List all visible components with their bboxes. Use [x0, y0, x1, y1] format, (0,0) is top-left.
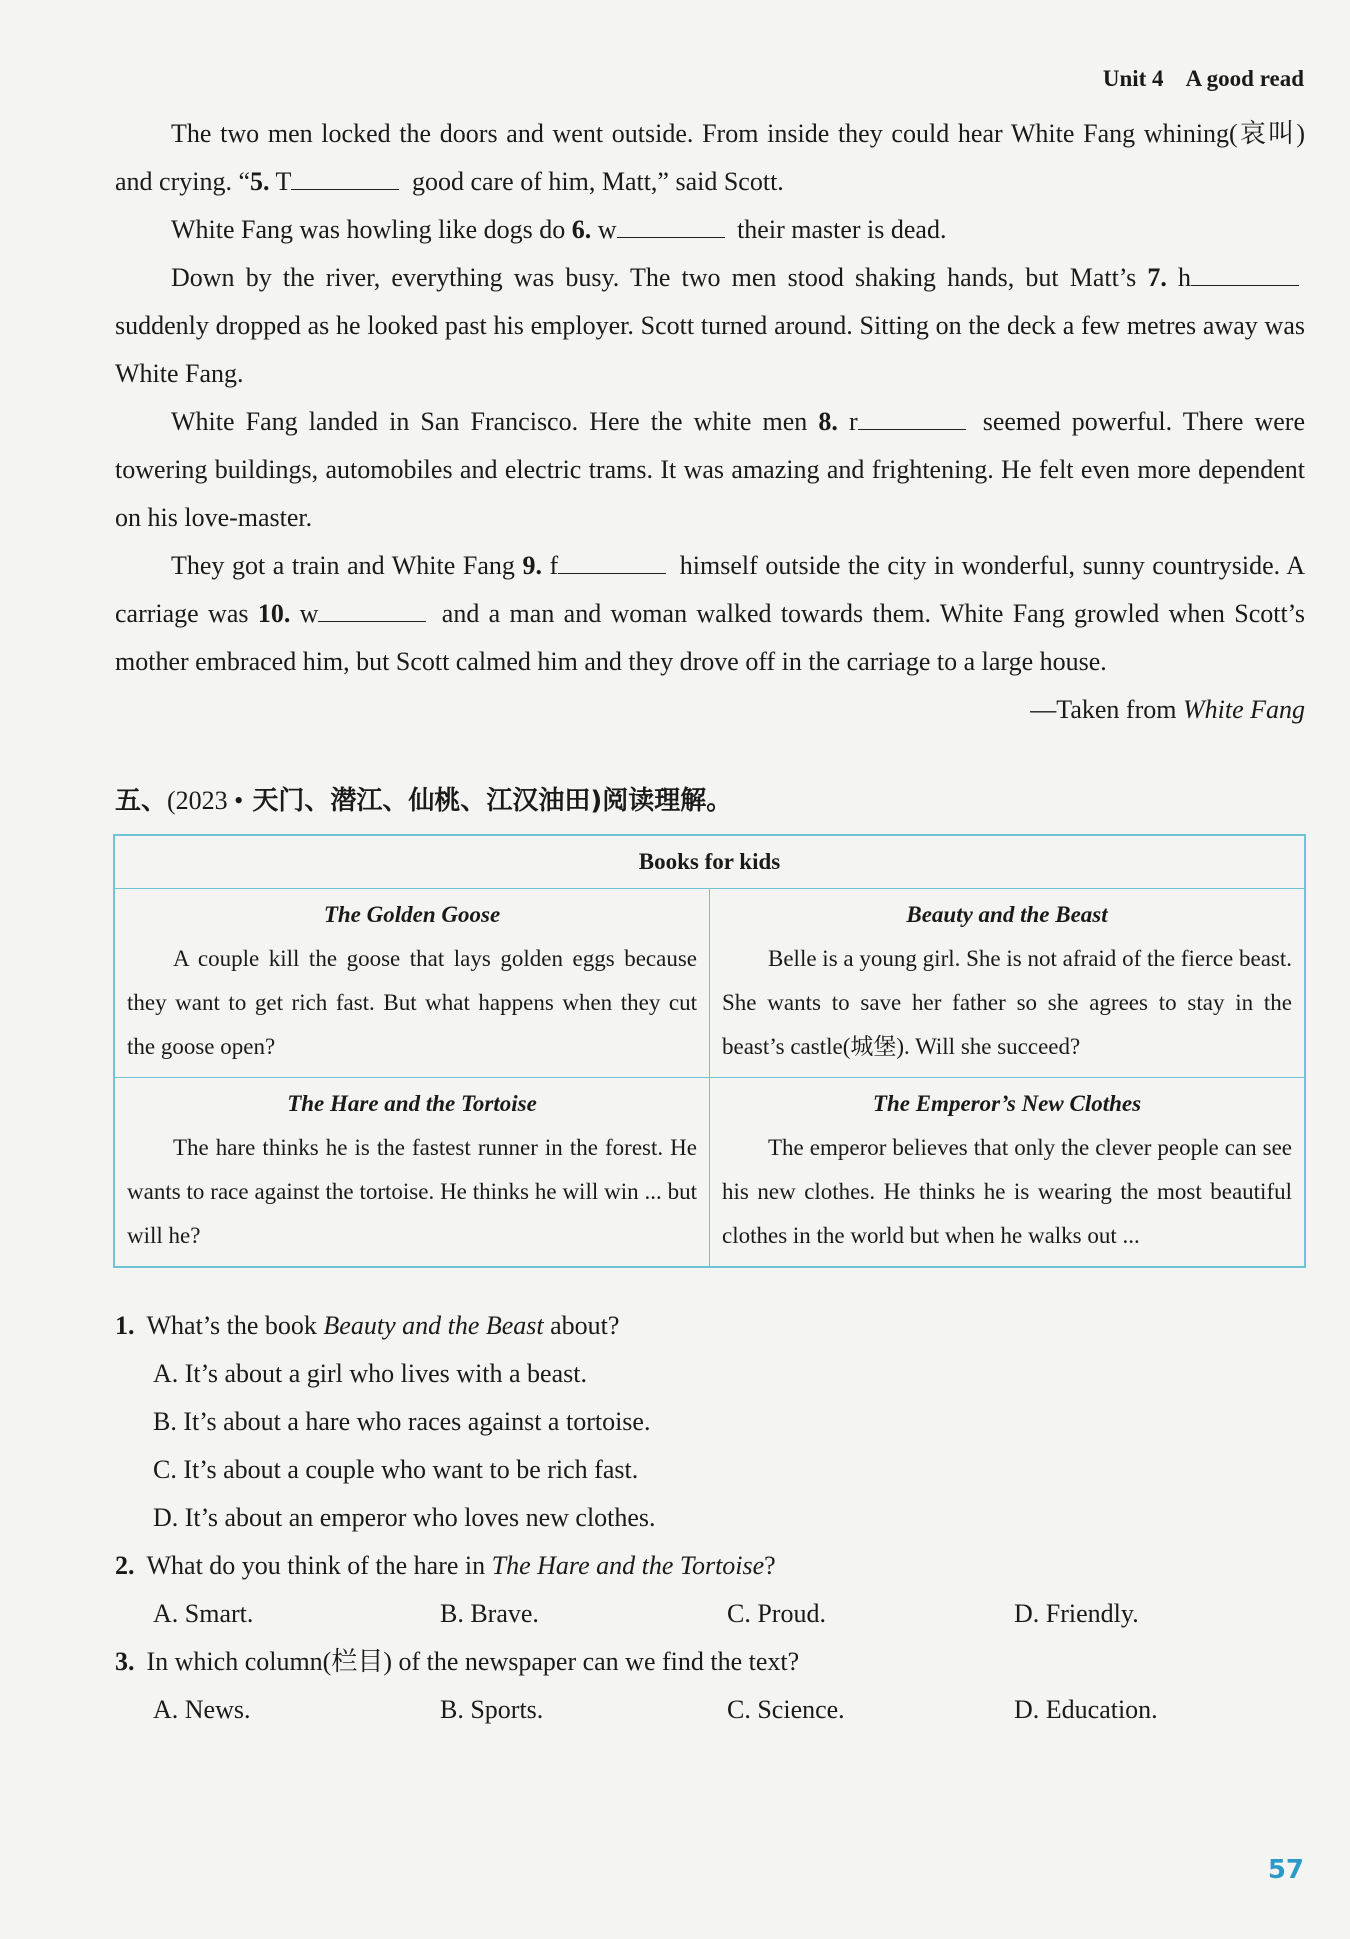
blank-number: 5.	[250, 167, 270, 196]
question: 3. In which column(栏目) of the newspaper can we find the text?	[115, 1647, 800, 1676]
book-title: Beauty and the Beast	[906, 902, 1108, 927]
answer-option[interactable]: D. Education.	[1014, 1695, 1158, 1724]
book-cell	[114, 889, 710, 1078]
source-line: —Taken from White Fang	[1030, 695, 1305, 724]
answer-option[interactable]: A. It’s about a girl who lives with a beast.	[153, 1359, 587, 1388]
answer-option[interactable]: C. Science.	[727, 1695, 845, 1724]
answer-blank[interactable]	[617, 213, 725, 238]
blank-number: 8.	[818, 407, 838, 436]
running-header	[1103, 66, 1304, 92]
paragraph: They got a train and White Fang 9. f himself outside the city in wonderful, sunny countryside. A carriage was 10. w and a man and woman walked towards them. White Fang growled when Scott’s mother embraced him, but Scott calmed him and they drove off in the carriage to a large house.	[115, 551, 1306, 676]
book-title: The Emperor’s New Clothes	[872, 1091, 1142, 1116]
answer-option[interactable]: B. Sports.	[440, 1695, 544, 1724]
book-description: Belle is a young girl. She is not afraid of the fierce beast. She wants to save her father so she agrees to stay in the beast’s castle(城堡). Will she succeed?	[722, 946, 1292, 1059]
books-table	[113, 834, 1306, 1268]
answer-blank[interactable]	[1191, 261, 1299, 286]
book-description: A couple kill the goose that lays golden eggs because they want to get rich fast. But what happens when they cut the goose open?	[127, 946, 697, 1059]
book-cell	[710, 889, 1306, 1078]
answer-option[interactable]: B. Brave.	[440, 1599, 539, 1628]
book-title: The Hare and the Tortoise	[287, 1091, 537, 1116]
answer-option[interactable]: A. News.	[153, 1695, 251, 1724]
reading-passage	[115, 110, 1305, 734]
question: 2. What do you think of the hare in The Hare and the Tortoise?	[115, 1551, 776, 1580]
question: 1. What’s the book Beauty and the Beast about?	[115, 1311, 620, 1340]
answer-blank[interactable]	[858, 405, 966, 430]
source-title: White Fang	[1182, 695, 1305, 724]
answer-option[interactable]: D. Friendly.	[1014, 1599, 1139, 1628]
options-row	[115, 1590, 1305, 1638]
answer-option[interactable]: A. Smart.	[153, 1599, 254, 1628]
unit-title: A good read	[1185, 66, 1304, 91]
book-description: The emperor believes that only the clever people can see his new clothes. He thinks he is wearing the most beautiful clothes in the world but when he walks out ...	[722, 1135, 1292, 1248]
paragraph: Down by the river, everything was busy. The two men stood shaking hands, but Matt’s 7. h suddenly dropped as he looked past his employer. Scott turned around. Sitting on the deck a few metres away was White Fang.	[115, 263, 1305, 388]
paragraph: White Fang was howling like dogs do 6. w their master is dead.	[171, 215, 947, 244]
table-heading: Books for kids	[114, 835, 1305, 889]
answer-option[interactable]: B. It’s about a hare who races against a tortoise.	[153, 1407, 651, 1436]
blank-number: 9.	[522, 551, 542, 580]
book-cell	[710, 1078, 1306, 1268]
options-row	[115, 1686, 1305, 1734]
page-number: 57	[1267, 1855, 1304, 1885]
blank-number: 6.	[571, 215, 592, 244]
unit-label: Unit 4	[1102, 66, 1164, 91]
paragraph: White Fang landed in San Francisco. Here the white men 8. r seemed powerful. There were towering buildings, automobiles and electric trams. It was amazing and frightening. He felt even more dependent on his love-master.	[115, 407, 1305, 532]
answer-blank[interactable]	[291, 165, 399, 190]
question-list	[115, 1302, 1305, 1734]
book-cell	[114, 1078, 710, 1268]
answer-option[interactable]: D. It’s about an emperor who loves new clothes.	[153, 1503, 656, 1532]
section-heading: 五、(2023 • 天门、潜江、仙桃、江汉油田)阅读理解。	[115, 786, 733, 816]
answer-option[interactable]: C. Proud.	[727, 1599, 826, 1628]
book-title: The Golden Goose	[323, 902, 501, 927]
paragraph: The two men locked the doors and went outside. From inside they could hear White Fang whining(哀叫) and crying. “5. T good care of him, Matt,” said Scott.	[115, 119, 1305, 196]
blank-number: 10.	[257, 599, 291, 628]
answer-blank[interactable]	[558, 549, 666, 574]
book-description: The hare thinks he is the fastest runner in the forest. He wants to race against the tortoise. He thinks he will win ... but will he?	[127, 1135, 697, 1248]
answer-option[interactable]: C. It’s about a couple who want to be rich fast.	[153, 1455, 639, 1484]
answer-blank[interactable]	[318, 597, 426, 622]
blank-number: 7.	[1147, 263, 1167, 292]
